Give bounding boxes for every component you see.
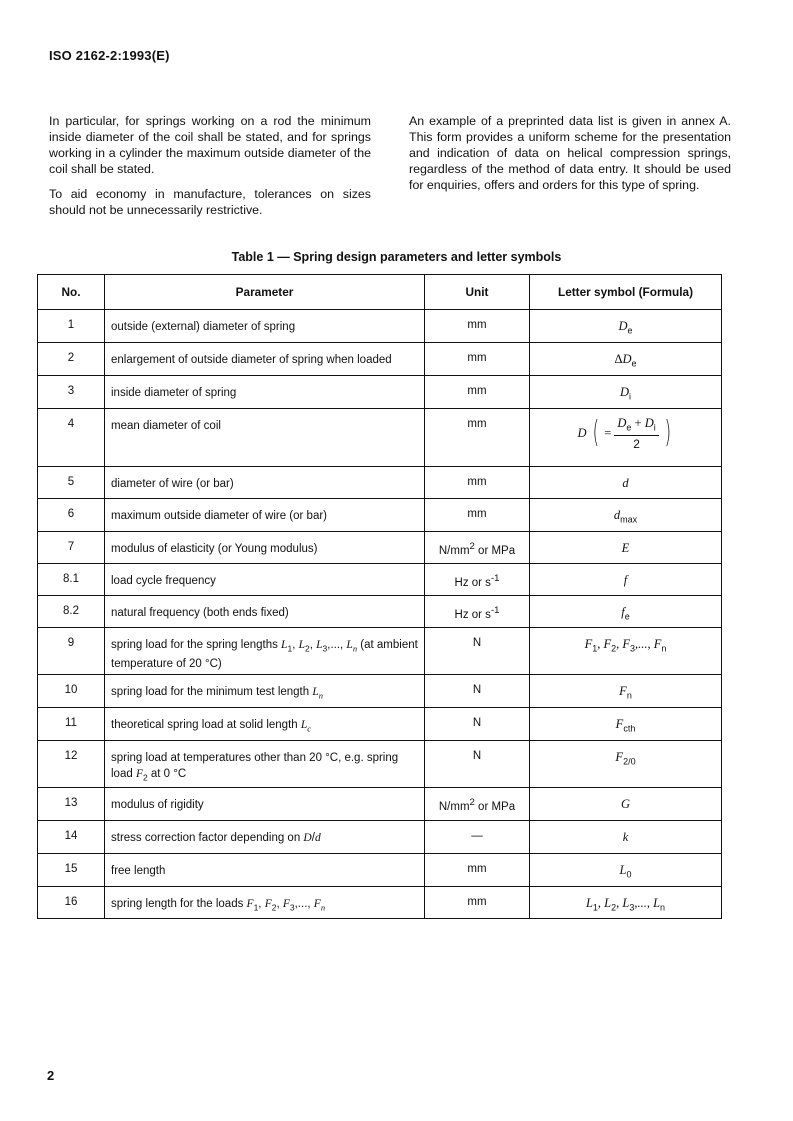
row-parameter: outside (external) diameter of spring <box>105 310 425 343</box>
row-unit: mm <box>425 343 530 376</box>
table-row <box>38 675 722 708</box>
table-row <box>38 310 722 343</box>
row-unit: $N/mm^2$ or MPa <box>425 532 530 564</box>
table-row <box>38 821 722 854</box>
row-number: 8.2 <box>38 596 105 628</box>
spring-parameters-table <box>37 274 722 919</box>
table-row <box>38 499 722 532</box>
table-row <box>38 564 722 596</box>
row-unit: mm <box>425 467 530 499</box>
row-number: 3 <box>38 376 105 409</box>
row-symbol: $D_e$ <box>530 310 722 343</box>
header-unit: Unit <box>425 275 530 310</box>
row-symbol: d <box>530 467 722 499</box>
row-symbol: $d_{max}$ <box>530 499 722 532</box>
row-unit: N <box>425 708 530 741</box>
row-number: 9 <box>38 628 105 675</box>
table-row <box>38 854 722 887</box>
table-row <box>38 343 722 376</box>
table-caption: Table 1 — Spring design parameters and letter symbols <box>231 250 562 264</box>
row-parameter: modulus of rigidity <box>105 788 425 821</box>
paragraph: An example of a preprinted data list is given in annex A. This form provides a uniform scheme for the presentation and indication of data on helical compression springs, regardless of the method of data entry. It should be used for enquiries, offers and orders for this type of spring. <box>409 114 731 192</box>
row-parameter: diameter of wire (or bar) <box>105 467 425 499</box>
row-symbol: $f_e$ <box>530 596 722 628</box>
row-number: 11 <box>38 708 105 741</box>
page-number: 2 <box>47 1068 55 1083</box>
row-parameter: spring length for the loads $F_1$, $F_2$, $F_3$,..., $F_n$ <box>105 887 425 919</box>
row-unit: mm <box>425 499 530 532</box>
row-unit: N <box>425 741 530 788</box>
row-number: 8.1 <box>38 564 105 596</box>
document-header: ISO 2162-2:1993(E) <box>49 48 170 63</box>
table-row <box>38 788 722 821</box>
row-unit: mm <box>425 376 530 409</box>
row-parameter: spring load for the minimum test length $L_n$ <box>105 675 425 708</box>
row-number: 15 <box>38 854 105 887</box>
row-unit: mm <box>425 887 530 919</box>
header-symbol: Letter symbol (Formula) <box>530 275 722 310</box>
table-header-row <box>38 275 722 310</box>
body-column-right <box>409 113 731 202</box>
paragraph: To aid economy in manufacture, tolerances on sizes should not be unnecessarily restrictive. <box>49 187 371 217</box>
table-row <box>38 376 722 409</box>
row-number: 5 <box>38 467 105 499</box>
row-unit: $N/mm^2$ or MPa <box>425 788 530 821</box>
table-row <box>38 409 722 467</box>
row-parameter: theoretical spring load at solid length $L_c$ <box>105 708 425 741</box>
row-symbol: $F_1$, $F_2$, $F_3$,..., $F_n$ <box>530 628 722 675</box>
row-unit: N <box>425 628 530 675</box>
row-number: 10 <box>38 675 105 708</box>
row-parameter: load cycle frequency <box>105 564 425 596</box>
table-row <box>38 741 722 788</box>
row-number: 16 <box>38 887 105 919</box>
table-row <box>38 887 722 919</box>
row-parameter: maximum outside diameter of wire (or bar) <box>105 499 425 532</box>
row-number: 13 <box>38 788 105 821</box>
row-parameter: stress correction factor depending on D/d <box>105 821 425 854</box>
table-row <box>38 532 722 564</box>
row-parameter: inside diameter of spring <box>105 376 425 409</box>
row-symbol: G <box>530 788 722 821</box>
table-row <box>38 467 722 499</box>
header-parameter: Parameter <box>105 275 425 310</box>
row-parameter: spring load at temperatures other than 20 °C, e.g. spring load $F_2$ at 0 °C <box>105 741 425 788</box>
row-symbol: $\Delta D_e$ <box>530 343 722 376</box>
row-number: 2 <box>38 343 105 376</box>
row-unit: — <box>425 821 530 854</box>
table-row <box>38 708 722 741</box>
row-symbol: f <box>530 564 722 596</box>
row-parameter: natural frequency (both ends fixed) <box>105 596 425 628</box>
row-number: 1 <box>38 310 105 343</box>
row-unit: mm <box>425 854 530 887</box>
body-column-left <box>49 113 371 227</box>
header-no: No. <box>38 275 105 310</box>
table-row <box>38 596 722 628</box>
row-unit: Hz or $s^{-1}$ <box>425 596 530 628</box>
row-symbol: $F_{cth}$ <box>530 708 722 741</box>
row-unit: Hz or $s^{-1}$ <box>425 564 530 596</box>
row-symbol: E <box>530 532 722 564</box>
row-number: 7 <box>38 532 105 564</box>
row-symbol: k <box>530 821 722 854</box>
row-unit: mm <box>425 310 530 343</box>
row-number: 4 <box>38 409 105 467</box>
row-parameter: enlargement of outside diameter of spring when loaded <box>105 343 425 376</box>
row-symbol: $F_n$ <box>530 675 722 708</box>
row-symbol: $L_1$, $L_2$, $L_3$,..., $L_n$ <box>530 887 722 919</box>
paragraph: In particular, for springs working on a rod the minimum inside diameter of the coil shall be stated, and for springs working in a cylinder the maximum outside diameter of the coil shall be stated. <box>49 114 371 176</box>
table-row <box>38 628 722 675</box>
row-parameter: spring load for the spring lengths $L_1$, $L_2$, $L_3$,..., $L_n$ (at ambient temperature of 20 °C) <box>105 628 425 675</box>
row-unit: mm <box>425 409 530 467</box>
row-symbol: $L_0$ <box>530 854 722 887</box>
row-symbol: D ( = $\frac{D_e + D_i}{2}$ ) <box>530 409 722 467</box>
row-number: 14 <box>38 821 105 854</box>
row-parameter: free length <box>105 854 425 887</box>
row-parameter: mean diameter of coil <box>105 409 425 467</box>
row-number: 12 <box>38 741 105 788</box>
row-unit: N <box>425 675 530 708</box>
row-symbol: $F_{2/0}$ <box>530 741 722 788</box>
row-parameter: modulus of elasticity (or Young modulus) <box>105 532 425 564</box>
row-symbol: $D_i$ <box>530 376 722 409</box>
row-number: 6 <box>38 499 105 532</box>
